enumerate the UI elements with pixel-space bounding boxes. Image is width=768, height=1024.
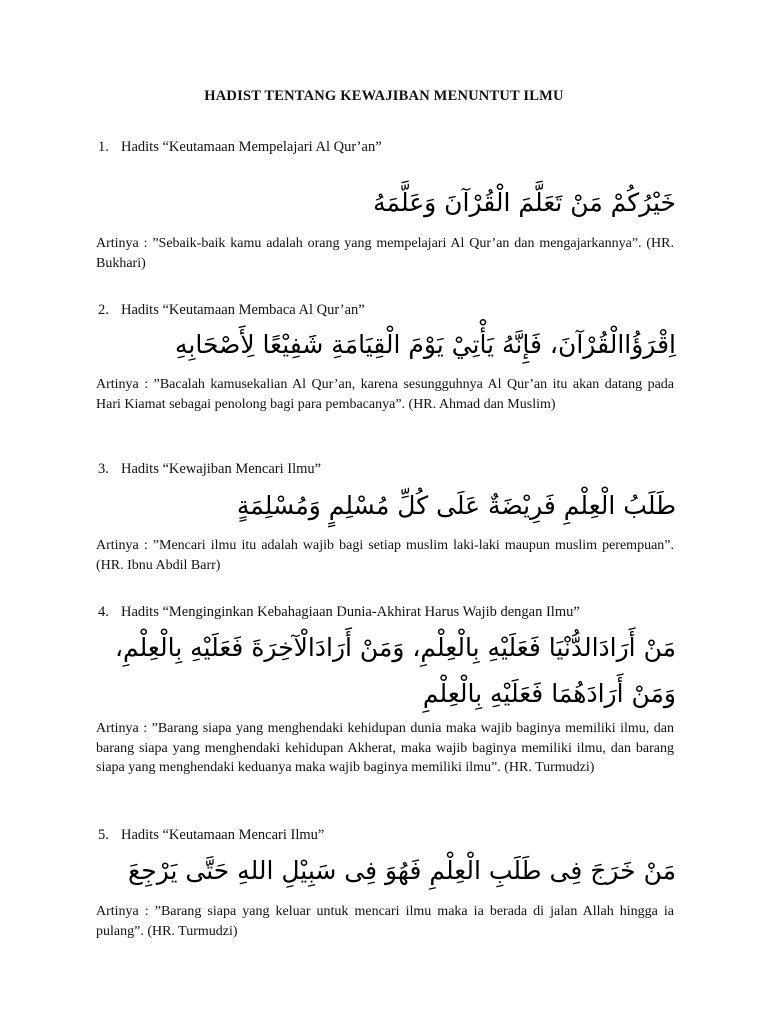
hadith-heading-3 bbox=[98, 461, 321, 478]
arabic-text-3: طَلَبُ الْعِلْمِ فَرِيْضَةٌ عَلَى كُلِّ مُسْلِمٍ وَمُسْلِمَةٍ bbox=[236, 491, 676, 520]
hadith-title: Hadits “Keutamaan Mempelajari Al Qur’an” bbox=[121, 139, 382, 155]
hadith-heading-5 bbox=[98, 827, 324, 844]
translation-2: Artinya : ”Bacalah kamusekalian Al Qur’an, karena sesungguhnya Al Qur’an itu akan datang pada Hari Kiamat sebagai penolong bagi para pembacanya”. (HR. Ahmad dan Muslim) bbox=[96, 377, 674, 412]
hadith-title: Hadits “Keutamaan Mencari Ilmu” bbox=[121, 827, 325, 843]
translation-5: Artinya : ”Barang siapa yang keluar untuk mencari ilmu maka ia berada di jalan Allah hingga ia pulang”. (HR. Turmudzi) bbox=[96, 904, 674, 939]
hadith-number: 2. bbox=[98, 302, 109, 318]
hadith-number: 4. bbox=[98, 604, 109, 620]
hadith-title: Hadits “Keutamaan Membaca Al Qur’an” bbox=[121, 302, 365, 318]
arabic-text-1: خَيْرُكُمْ مَنْ تَعَلَّمَ الْقُرْآنَ وَعَلَّمَهُ bbox=[373, 188, 676, 217]
hadith-number: 5. bbox=[98, 827, 109, 843]
translation-3: Artinya : ”Mencari ilmu itu adalah wajib bagi setiap muslim laki-laki maupun muslim perempuan”. (HR. Ibnu Abdil Barr) bbox=[96, 538, 674, 573]
arabic-text-2: اِقْرَؤُاالْقُرْآنَ، فَإِنَّهُ يَأْتِيْ يَوْمَ الْقِيَامَةِ شَفِيْعًا لِأَصْحَابِهِ bbox=[174, 330, 676, 359]
arabic-text-5: مَنْ خَرَجَ فِى طَلَبِ الْعِلْمِ فَهُوَ فِى سَبِيْلِ اللهِ حَتَّى يَرْجِعَ bbox=[127, 856, 676, 885]
hadith-title: Hadits “Menginginkan Kebahagiaan Dunia-Akhirat Harus Wajib dengan Ilmu” bbox=[121, 604, 580, 620]
arabic-text-4: مَنْ أَرَادَالدُّنْيَا فَعَلَيْهِ بِالْعِلْمِ، وَمَنْ أَرَادَالْآخِرَةَ فَعَلَيْهِ بِالْعِلْمِ، وَمَنْ أَرَادَهُمَا فَعَلَيْهِ بِالْعِلْمِ bbox=[114, 633, 676, 708]
hadith-heading-1 bbox=[98, 139, 382, 156]
translation-4: Artinya : ”Barang siapa yang menghendaki kehidupan dunia maka wajib baginya memiliki ilmu, dan barang siapa yang menghendaki kehidupan Akherat, maka wajib baginya memiliki ilmu, dan barang siapa yang menghendaki keduanya maka wajib baginya memiliki ilmu”. (HR. Turmudzi) bbox=[96, 721, 674, 775]
hadith-title: Hadits “Kewajiban Mencari Ilmu” bbox=[121, 461, 322, 477]
hadith-heading-4 bbox=[98, 604, 580, 621]
hadith-number: 3. bbox=[98, 461, 109, 477]
page-title: HADIST TENTANG KEWAJIBAN MENUNTUT ILMU bbox=[204, 88, 564, 104]
translation-1: Artinya : ”Sebaik-baik kamu adalah orang yang mempelajari Al Qur’an dan mengajarkannya”. (HR. Bukhari) bbox=[96, 236, 674, 271]
hadith-heading-2 bbox=[98, 302, 365, 319]
hadith-number: 1. bbox=[98, 139, 109, 155]
